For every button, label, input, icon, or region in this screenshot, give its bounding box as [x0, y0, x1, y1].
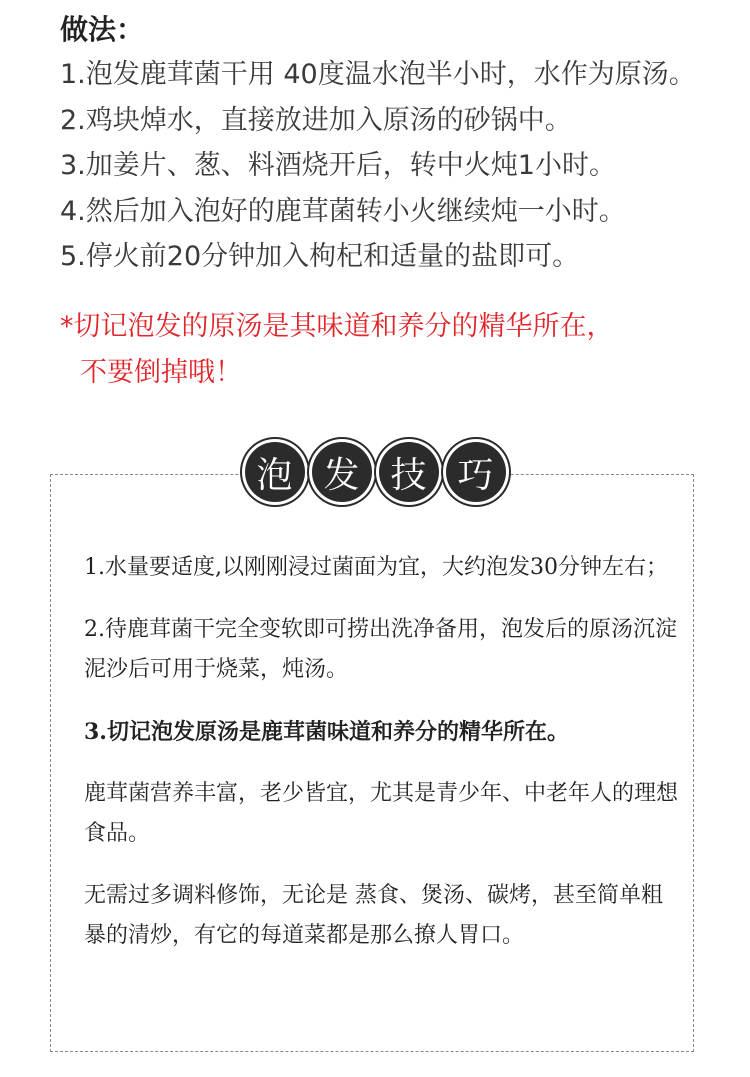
tip-5: 无需过多调料修饰，无论是 蒸食、煲汤、碳烤，甚至简单粗暴的清炒，有它的每道菜都是那么撩人胃口。 — [84, 883, 663, 948]
method-step-3: 3.加姜片、葱、料酒烧开后，转中火炖1小时。 — [60, 150, 616, 181]
tip-3: 3.切记泡发原汤是鹿茸菌味道和养分的精华所在。 — [84, 719, 569, 745]
method-step-2: 2.鸡块焯水，直接放进加入原汤的砂锅中。 — [60, 104, 572, 136]
tip-2: 2.待鹿茸菌干完全变软即可捞出洗净备用，泡发后的原汤沉淀泥沙后可用于烧菜，炖汤。 — [84, 617, 677, 682]
tips-title-char-2: 发 — [312, 442, 372, 502]
tips-title-char-3: 技 — [379, 442, 439, 502]
tips-title-char-4: 巧 — [446, 442, 506, 502]
warning-note — [60, 304, 740, 396]
tips-content — [84, 548, 684, 972]
tips-title-char-1: 泡 — [245, 442, 305, 502]
tip-4: 鹿茸菌营养丰富，老少皆宜，尤其是青少年、中老年人的理想食品。 — [84, 781, 679, 846]
tip-1: 1.水量要适度,以刚刚浸过菌面为宜，大约泡发30分钟左右； — [84, 555, 668, 580]
tips-title — [0, 438, 750, 506]
method-step-5: 5.停火前20分钟加入枸杞和适量的盐即可。 — [60, 241, 580, 272]
method-title: 做法： — [60, 13, 145, 46]
method-step-4: 4.然后加入泡好的鹿茸菌转小火继续炖一小时。 — [60, 195, 626, 227]
warning-line-1: *切记泡发的原汤是其味道和养分的精华所在， — [60, 311, 614, 342]
method-step-1: 1.泡发鹿茸菌干用 40度温水泡半小时，水作为原汤。 — [60, 59, 696, 90]
method-section — [60, 8, 740, 280]
warning-line-2: 不要倒掉哦！ — [80, 357, 242, 388]
